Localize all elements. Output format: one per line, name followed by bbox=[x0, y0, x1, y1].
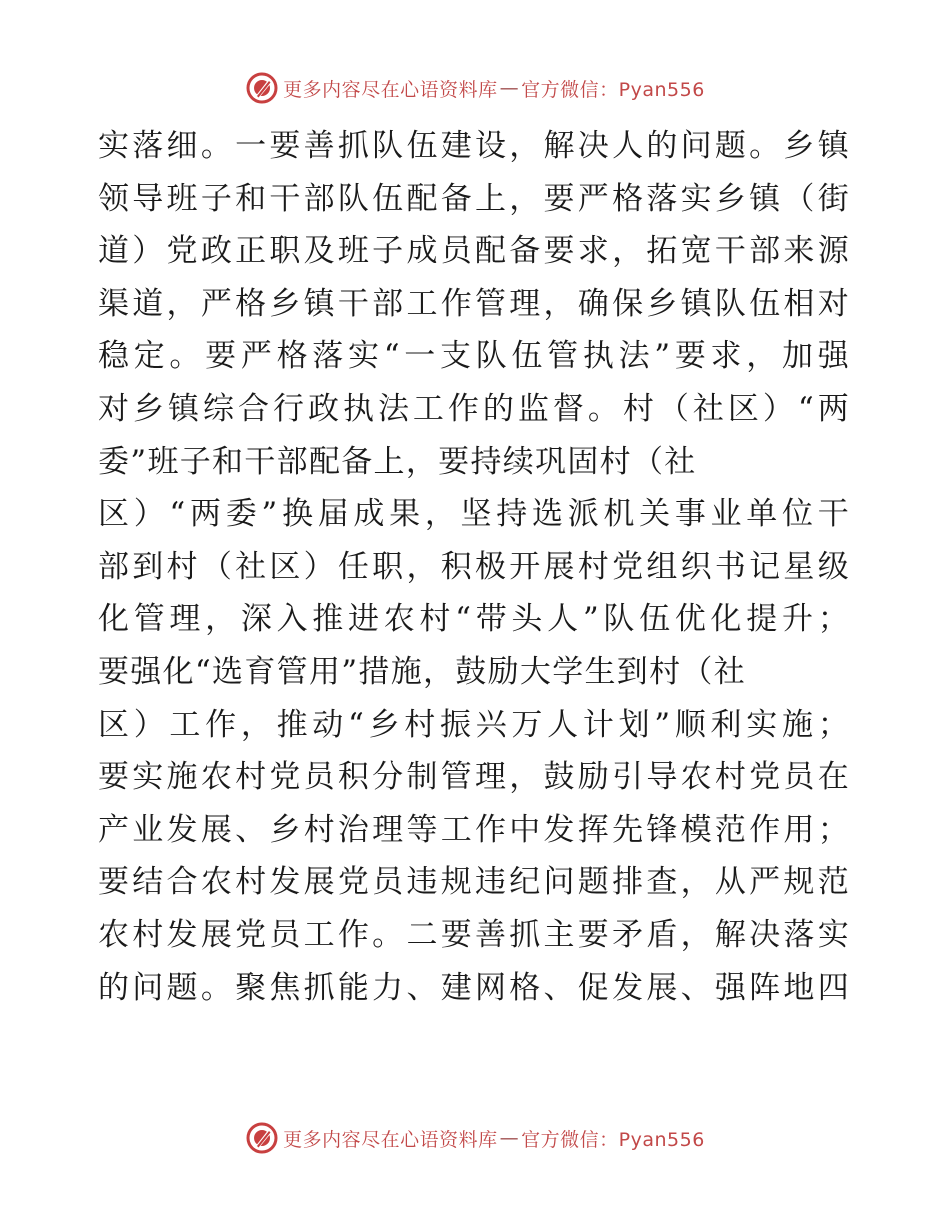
document-body bbox=[98, 120, 850, 1014]
body-line: 区）“两委”换届成果，坚持选派机关事业单位干 bbox=[98, 496, 850, 533]
body-line: 产业发展、乡村治理等工作中发挥先锋模范作用； bbox=[98, 811, 850, 848]
body-line: 领导班子和干部队伍配备上，要严格落实乡镇（街 bbox=[98, 180, 850, 217]
body-line: 的问题。聚焦抓能力、建网格、促发展、强阵地四 bbox=[98, 969, 850, 1006]
body-line: 道）党政正职及班子成员配备要求，拓宽干部来源 bbox=[98, 233, 850, 270]
footer-watermark bbox=[0, 1118, 950, 1158]
body-line: 农村发展党员工作。二要善抓主要矛盾，解决落实 bbox=[98, 916, 850, 953]
body-line: 化管理，深入推进农村“带头人”队伍优化提升； bbox=[98, 601, 850, 638]
pen-logo-icon bbox=[245, 1121, 279, 1155]
body-line: 委”班子和干部配备上，要持续巩固村（社 bbox=[98, 443, 697, 480]
body-line: 区）工作，推动“乡村振兴万人计划”顺利实施； bbox=[98, 706, 850, 743]
body-line: 实落细。一要善抓队伍建设，解决人的问题。乡镇 bbox=[98, 128, 850, 164]
watermark-contact-text: 官方微信：Pyan556 bbox=[521, 1128, 705, 1151]
watermark-separator: — bbox=[499, 77, 520, 99]
body-line: 要实施农村党员积分制管理，鼓励引导农村党员在 bbox=[98, 759, 850, 796]
watermark-brand-text: 更多内容尽在心语资料库 bbox=[283, 78, 498, 101]
watermark-contact-text: 官方微信：Pyan556 bbox=[521, 78, 705, 101]
body-line: 对乡镇综合行政执法工作的监督。村（社区）“两 bbox=[98, 390, 850, 427]
body-line: 部到村（社区）任职，积极开展村党组织书记星级 bbox=[98, 548, 850, 585]
body-line: 要结合农村发展党员违规违纪问题排查，从严规范 bbox=[98, 864, 850, 901]
pen-logo-icon bbox=[245, 71, 279, 105]
watermark-brand-text: 更多内容尽在心语资料库 bbox=[283, 1128, 498, 1151]
body-line: 稳定。要严格落实“一支队伍管执法”要求，加强 bbox=[98, 338, 850, 375]
body-line: 要强化“选育管用”措施，鼓励大学生到村（社 bbox=[98, 653, 746, 690]
body-line: 渠道，严格乡镇干部工作管理，确保乡镇队伍相对 bbox=[98, 285, 850, 322]
watermark-separator: — bbox=[499, 1127, 520, 1149]
header-watermark bbox=[0, 68, 950, 108]
